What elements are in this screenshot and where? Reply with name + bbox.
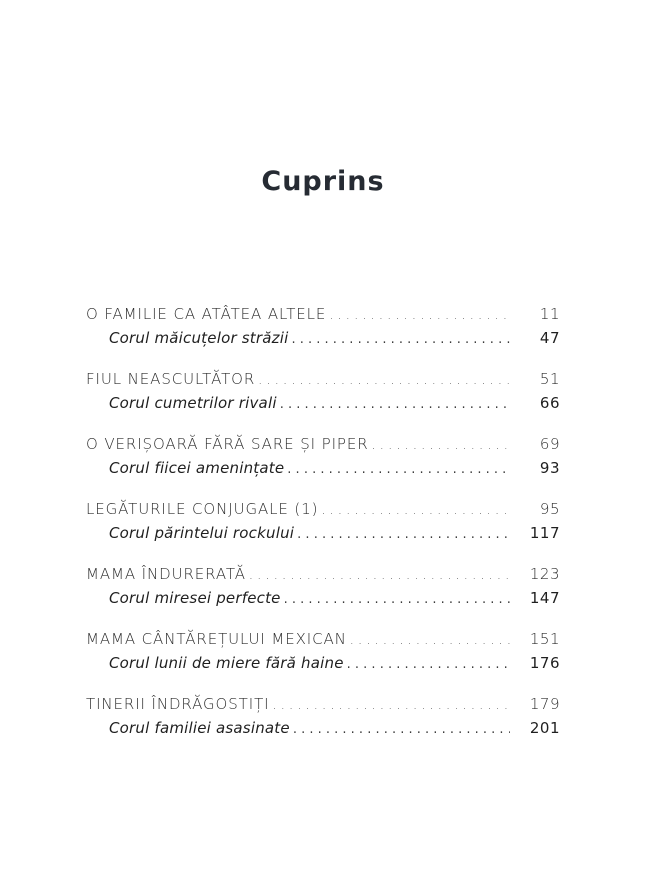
dot-leader: [350, 629, 510, 651]
chapter-title: LEGĂTURILE CONJUGALE (1): [86, 500, 319, 518]
toc-chorus-entry[interactable]: [86, 391, 560, 415]
chapter-title: O FAMILIE CA ATÂTEA ALTELE: [86, 305, 327, 323]
page-number: 47: [539, 329, 560, 347]
toc-chorus-entry[interactable]: [86, 456, 560, 480]
toc-group: [86, 692, 560, 740]
toc-chapter-entry[interactable]: [86, 627, 560, 651]
dot-leader: [347, 653, 510, 675]
dot-leader: [272, 694, 510, 716]
chorus-title: Corul fiicei amenințate: [109, 459, 285, 477]
page-number: 147: [529, 589, 560, 607]
page-number: 176: [529, 654, 560, 672]
chorus-title: Corul miresei perfecte: [109, 589, 281, 607]
toc-chorus-entry[interactable]: [86, 651, 560, 675]
toc-group: [86, 302, 560, 350]
dot-leader: [258, 369, 510, 391]
toc-chorus-entry[interactable]: [86, 326, 560, 350]
toc-chorus-entry[interactable]: [86, 716, 560, 740]
dot-leader: [284, 588, 510, 610]
toc-group: [86, 367, 560, 415]
page-number: 93: [539, 459, 560, 477]
toc-chorus-entry[interactable]: [86, 586, 560, 610]
toc-chapter-entry[interactable]: [86, 432, 560, 456]
toc-group: [86, 562, 560, 610]
dot-leader: [372, 434, 510, 456]
page-number: 201: [529, 719, 560, 737]
chorus-title: Corul măicuțelor străzii: [109, 329, 289, 347]
chapter-title: MAMA CÂNTĂREȚULUI MEXICAN: [86, 630, 347, 648]
toc-chorus-entry[interactable]: [86, 521, 560, 545]
dot-leader: [321, 499, 510, 521]
dot-leader: [293, 718, 510, 740]
toc-chapter-entry[interactable]: [86, 367, 560, 391]
page-number: 123: [529, 565, 560, 583]
page-title: Cuprins: [261, 166, 385, 198]
toc-group: [86, 497, 560, 545]
toc-group: [86, 432, 560, 480]
dot-leader: [329, 304, 510, 326]
chorus-title: Corul lunii de miere fără haine: [109, 654, 344, 672]
toc-chapter-entry[interactable]: [86, 302, 560, 326]
chorus-title: Corul părintelui rockului: [109, 524, 295, 542]
page-number: 11: [539, 305, 560, 323]
page-number: 117: [529, 524, 560, 542]
toc-chapter-entry[interactable]: [86, 692, 560, 716]
toc-group: [86, 627, 560, 675]
chapter-title: TINERII ÎNDRĂGOSTIȚI: [86, 695, 270, 713]
dot-leader: [287, 458, 510, 480]
page-number: 95: [539, 500, 560, 518]
dot-leader: [291, 328, 510, 350]
chorus-title: Corul familiei asasinate: [109, 719, 290, 737]
page-number: 51: [539, 370, 560, 388]
dot-leader: [280, 393, 510, 415]
toc-chapter-entry[interactable]: [86, 497, 560, 521]
table-of-contents: [86, 302, 560, 757]
page-number: 179: [529, 695, 560, 713]
chorus-title: Corul cumetrilor rivali: [109, 394, 277, 412]
page-number: 69: [539, 435, 560, 453]
dot-leader: [249, 564, 510, 586]
chapter-title: FIUL NEASCULTĂTOR: [86, 370, 256, 388]
page-number: 66: [539, 394, 560, 412]
toc-chapter-entry[interactable]: [86, 562, 560, 586]
dot-leader: [297, 523, 510, 545]
chapter-title: O VERIȘOARĂ FĂRĂ SARE ȘI PIPER: [86, 435, 369, 453]
chapter-title: MAMA ÎNDURERATĂ: [86, 565, 246, 583]
page-number: 151: [529, 630, 560, 648]
